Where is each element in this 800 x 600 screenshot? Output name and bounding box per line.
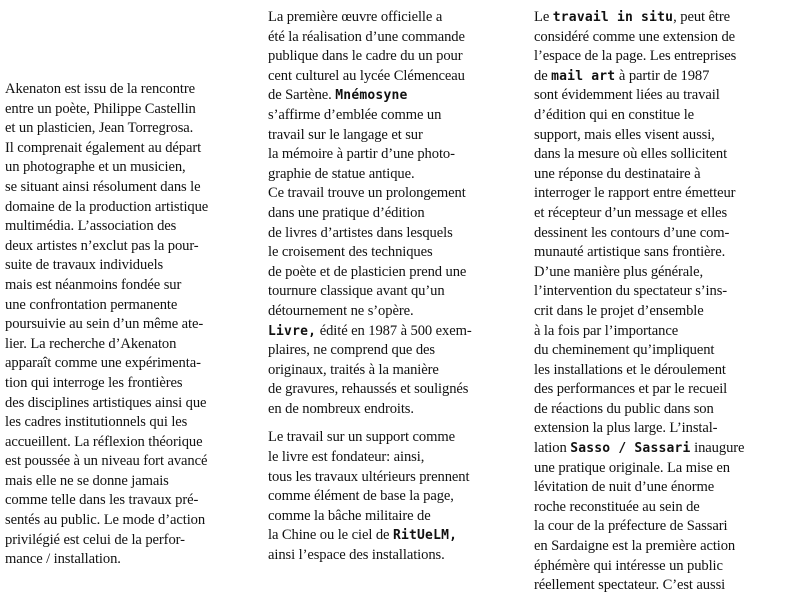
text-line: ainsi l’espace des installations.	[268, 547, 445, 564]
text-line	[268, 526, 518, 546]
text-line: le livre est fondateur: ainsi,	[268, 449, 425, 466]
text-line: entre un poète, Philippe Castellin	[5, 100, 196, 117]
text-line: des performances et par le recueil	[534, 381, 728, 398]
text-line: une confrontation permanente	[5, 296, 178, 313]
text-line: de poète et de plasticien prend une	[268, 263, 467, 280]
text-line: et récepteur d’un message et elles	[534, 204, 728, 221]
text-line: un photographe et un musicien,	[5, 159, 186, 176]
text-line: plaires, ne comprend que des	[268, 342, 435, 359]
text-line: de gravures, rehaussés et soulignés	[268, 381, 469, 398]
text-line: d’édition qui en constitue le	[534, 106, 695, 123]
term-mail-art: mail art	[551, 68, 616, 84]
text-line: sont évidemment liées au travail	[534, 87, 720, 104]
text-line: La première œuvre officielle a	[268, 9, 443, 25]
text-segment: édité en 1987 à 500 exem-	[316, 322, 472, 339]
text-line: l’intervention du spectateur s’ins-	[534, 283, 728, 300]
work-title-rituelm: RitUeLM,	[392, 528, 458, 544]
text-line: Akenaton est issu de la rencontre	[5, 81, 196, 97]
text-line: lévitation de nuit d’une énorme	[534, 479, 715, 496]
text-line: considéré comme une extension de	[534, 28, 736, 45]
text-line: interroger le rapport entre émetteur	[534, 185, 736, 202]
text-line: est poussée à un niveau fort avancé	[5, 453, 208, 470]
text-line: dessinent les contours d’une com-	[534, 224, 730, 241]
text-line: en de nombreux endroits.	[268, 400, 414, 417]
text-line: et un plasticien, Jean Torregrosa.	[5, 120, 194, 137]
text-line: mais elle ne se donne jamais	[5, 472, 169, 489]
text-line: domaine de la production artistique	[5, 198, 209, 215]
text-segment: de Sartène.	[268, 87, 336, 104]
text-line: mais est néanmoins fondée sur	[5, 276, 182, 293]
text-line: deux artistes n’exclut pas la pour-	[5, 237, 199, 254]
text-segment: la Chine ou le ciel de	[268, 527, 393, 544]
text-line: mance / installation.	[5, 551, 121, 568]
text-line: des disciplines artistiques ainsi que	[5, 394, 207, 411]
text-line	[534, 67, 796, 87]
text-line: de livres d’artistes dans lesquels	[268, 224, 453, 241]
column-2	[268, 8, 518, 566]
text-line: s’affirme d’emblée comme un	[268, 106, 442, 123]
text-line: accueillent. La réflexion théorique	[5, 433, 203, 450]
text-line: les installations et le déroulement	[534, 361, 726, 378]
text-line: poursuivie au sein d’un même ate-	[5, 316, 204, 333]
text-line: à la fois par l’importance	[534, 322, 679, 339]
text-line: sentés au public. Le mode d’action	[5, 512, 206, 529]
text-line: comme élément de base la page,	[268, 488, 454, 505]
text-line: une pratique originale. La mise en	[534, 459, 730, 476]
text-line: comme la bâche militaire de	[268, 507, 431, 524]
text-line: cent culturel au lycée Clémenceau	[268, 67, 465, 84]
text-line: apparaît comme une expérimenta-	[5, 355, 201, 372]
text-line: munauté artistique sans frontière.	[534, 244, 726, 261]
text-line: la mémoire à partir d’une photo-	[268, 146, 455, 163]
text-segment: , peut être	[673, 9, 730, 25]
text-line: extension la plus large. L’instal-	[534, 420, 718, 437]
text-line: support, mais elles visent aussi,	[534, 126, 715, 143]
column-3-paragraph	[534, 8, 796, 596]
text-line: dans la mesure où elles sollicitent	[534, 146, 728, 163]
column-2-paragraph-1	[268, 8, 518, 419]
text-line: lier. La recherche d’Akenaton	[5, 335, 177, 352]
text-line: les cadres institutionnels qui les	[5, 414, 188, 431]
text-line: une réponse du destinataire à	[534, 165, 701, 182]
work-title-sasso-sassari: Sasso / Sassari	[570, 441, 691, 457]
paragraph-gap	[268, 419, 518, 428]
text-line: Il comprenait également au départ	[5, 139, 202, 156]
text-line: suite de travaux individuels	[5, 257, 164, 274]
text-line: crit dans le projet d’ensemble	[534, 302, 704, 319]
text-line: éphémère qui intéresse un public	[534, 557, 723, 574]
text-line: dans une pratique d’édition	[268, 204, 425, 221]
text-line: publique dans le cadre du un pour	[268, 48, 463, 65]
text-line: originaux, traités à la manière	[268, 361, 439, 378]
text-line	[534, 439, 796, 459]
text-line: comme telle dans les travaux pré-	[5, 492, 199, 509]
column-1-paragraph	[5, 80, 255, 570]
text-line: de réactions du public dans son	[534, 400, 714, 417]
text-line: multimédia. L’association des	[5, 218, 177, 235]
text-line: Le travail sur un support comme	[268, 429, 455, 446]
text-line: la cour de la préfecture de Sassari	[534, 518, 728, 535]
work-title-mnemosyne: Mnémosyne	[335, 88, 408, 104]
text-line: l’espace de la page. Les entreprises	[534, 48, 737, 65]
text-segment: Le	[534, 9, 553, 25]
text-line: D’une manière plus générale,	[534, 263, 704, 280]
text-segment: inaugure	[690, 440, 745, 457]
column-2-paragraph-2	[268, 428, 518, 565]
text-line: travail sur le langage et sur	[268, 126, 423, 143]
text-line: se situant ainsi résolument dans le	[5, 178, 201, 195]
text-line	[268, 322, 518, 342]
text-segment: lation	[534, 440, 571, 457]
text-line: le croisement des techniques	[268, 244, 433, 261]
text-line: tous les travaux ultérieurs prennent	[268, 468, 470, 485]
work-title-livre: Livre,	[268, 323, 317, 339]
term-travail-in-situ: travail in situ	[552, 10, 674, 25]
text-line: roche reconstituée au sein de	[534, 498, 700, 515]
text-line: du cheminement qu’impliquent	[534, 342, 715, 359]
text-line	[534, 8, 796, 28]
text-line: été la réalisation d’une commande	[268, 28, 465, 45]
text-segment: à partir de 1987	[615, 67, 710, 84]
text-segment: de	[534, 67, 552, 84]
text-line: tion qui interroge les frontières	[5, 374, 183, 391]
text-line: détournement ne s’opère.	[268, 302, 414, 319]
text-line: graphie de statue antique.	[268, 165, 415, 182]
text-line: Ce travail trouve un prolongement	[268, 185, 466, 202]
text-line: privilégié est celui de la perfor-	[5, 531, 185, 548]
text-line	[268, 86, 518, 106]
text-line: en Sardaigne est la première action	[534, 538, 736, 555]
text-line: réellement spectateur. C’est aussi	[534, 577, 726, 594]
text-line: tournure classique avant qu’un	[268, 283, 445, 300]
